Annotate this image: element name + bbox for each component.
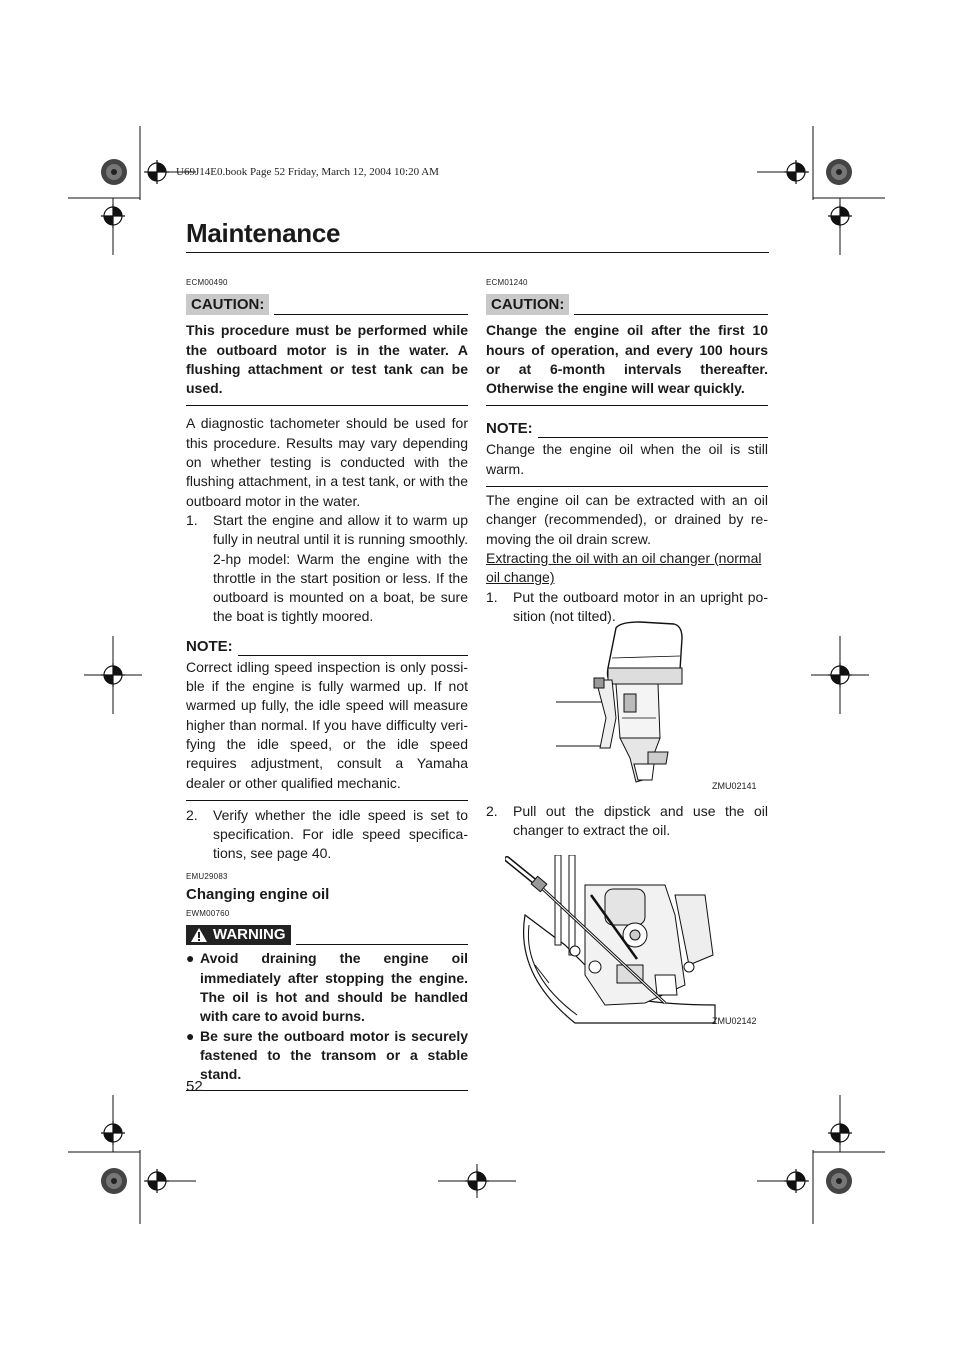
section-title: Changing engine oil [186, 886, 330, 904]
step-1-number: 1. [486, 588, 498, 605]
step-1-number: 1. [186, 511, 198, 528]
section-code: EMU29083 [186, 871, 228, 881]
note-header [186, 638, 468, 656]
caution-code: ECM01240 [486, 278, 528, 287]
warning-item [186, 1027, 468, 1085]
title-rule [186, 252, 769, 253]
step-1-text: Start the engine and allow it to warm up fully in neutral until it is running smoothly. 2-hp model: Warm the engine with the throttle in the start position or less. If the outboard is mounted on a boat, be sure the boat is tightly moored. [213, 511, 468, 625]
note-label: NOTE: [486, 420, 533, 438]
warning-item [186, 949, 468, 1026]
figure-oil-changer [505, 855, 717, 1025]
warning-end-rule [186, 1090, 468, 1091]
caution-end-rule [186, 405, 468, 406]
figure-outboard-motor [550, 618, 730, 790]
caution-text: This procedure must be performed while the outboard motor is in the water. A flushing attachment or test tank can be used. [186, 322, 468, 397]
note-end-rule [186, 800, 468, 801]
caution-label: CAUTION: [186, 294, 269, 315]
right-step-2 [486, 802, 768, 841]
caution-label: CAUTION: [486, 294, 569, 315]
note-end-rule [486, 486, 768, 487]
step-2 [186, 806, 468, 864]
caution-header [186, 294, 468, 315]
caution-line [274, 313, 468, 315]
caution-line [574, 313, 768, 315]
note-line [538, 436, 768, 438]
warning-label: WARNING [213, 926, 286, 944]
step-1 [186, 511, 468, 627]
left-column [186, 273, 468, 1091]
bullet-icon: ● [186, 1027, 195, 1044]
step-2-text: Verify whether the idle speed is set to specification. For idle speed specifications, see page 40. [213, 806, 468, 862]
warning-list [186, 949, 468, 1084]
page-number: 52 [186, 1078, 203, 1095]
page-title: Maintenance [186, 218, 341, 248]
step-2-number: 2. [186, 806, 198, 823]
step-1-text: Put the outboard motor in an upright position (not tilted). [513, 588, 768, 624]
figure-2-code: ZMU02142 [712, 1016, 757, 1026]
bullet-icon: ● [186, 950, 195, 967]
note-header [486, 420, 768, 438]
note-line [238, 654, 468, 656]
step-2-number: 2. [486, 803, 498, 819]
warning-line [296, 943, 469, 945]
intro-paragraph: The engine oil can be extracted with an oil changer (recommended), or drained by removing the oil drain screw. [486, 492, 768, 547]
book-header-line: U69J14E0.book Page 52 Friday, March 12, 2004 10:20 AM [176, 166, 439, 178]
warning-item-text: Avoid draining the engine oil immediately after stopping the engine. The oil is hot and should be handled with care to avoid burns. [200, 950, 468, 1025]
note-text: Change the engine oil when the oil is still warm. [486, 441, 768, 477]
step-2-text: Pull out the dipstick and use the oil changer to extract the oil. [513, 803, 768, 839]
warning-code: EWM00760 [186, 909, 230, 919]
intro-paragraph: A diagnostic tachometer should be used for this procedure. Results may vary depending on whether testing is conducted with the flushing attachment, in a test tank, or with the outboard motor in the water. [186, 415, 468, 509]
caution-end-rule [486, 405, 768, 406]
warning-item-text: Be sure the outboard motor is securely fastened to the transom or a stable stand. [200, 1027, 468, 1083]
subheading: Extracting the oil with an oil changer (normal oil change) [486, 549, 762, 586]
warning-tag [186, 925, 291, 945]
note-label: NOTE: [186, 637, 233, 655]
warning-header [186, 925, 468, 945]
right-column [486, 273, 768, 626]
caution-header [486, 294, 768, 315]
caution-text: Change the engine oil after the first 10 hours of operation, and every 100 hours or at 6-month intervals thereafter. Otherwise the engine will wear quickly. [486, 322, 768, 397]
caution-code: ECM00490 [186, 278, 228, 287]
note-text: Correct idling speed inspection is only possible if the engine is fully warmed up. If not warmed up fully, the idle speed will measure higher than normal. If you have difficulty verifying the idle speed, or the idle speed requires adjustment, consult a Yamaha dealer or other qualified mechanic. [186, 658, 468, 791]
figure-1-code: ZMU02141 [712, 781, 757, 791]
warning-triangle-icon [190, 927, 208, 943]
step-2 [486, 802, 768, 841]
